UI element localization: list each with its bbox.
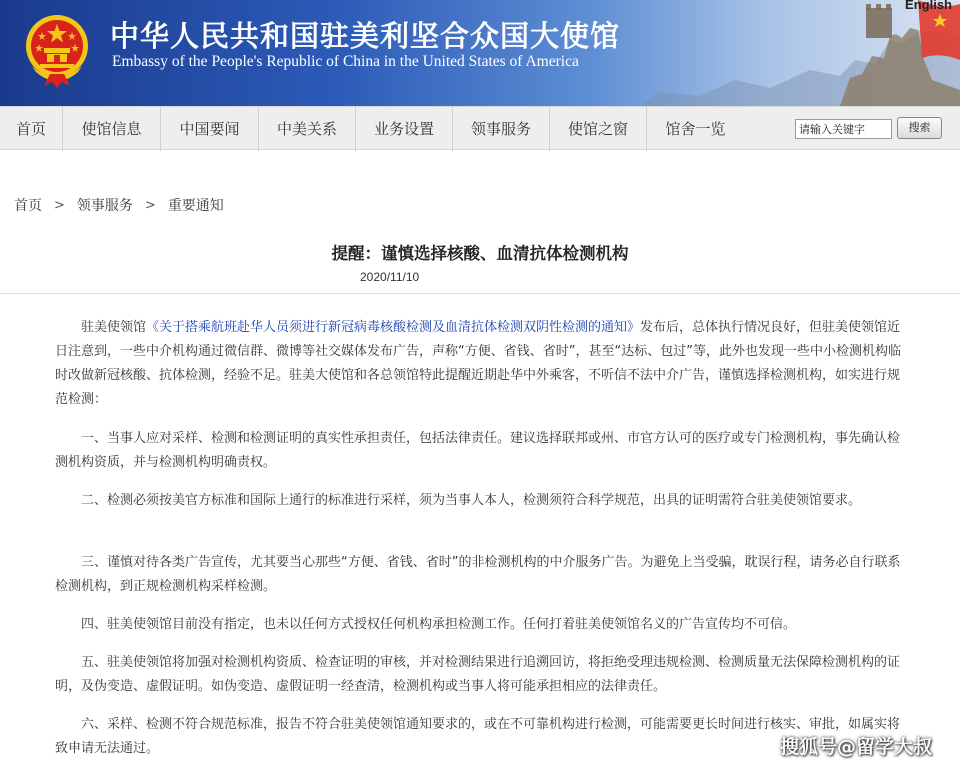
breadcrumb-consular-services[interactable]: 领事服务 (76, 198, 133, 214)
breadcrumb-home[interactable]: 首页 (14, 198, 42, 214)
article-date: 2020/11/10 (360, 270, 420, 284)
article-title: 提醒：谨慎选择核酸、血清抗体检测机构 (331, 244, 629, 263)
chevron-right-icon: > (144, 197, 156, 213)
article-paragraph-intro (55, 316, 910, 412)
great-wall-image (640, 0, 960, 106)
breadcrumb-important-notice[interactable]: 重要通知 (167, 198, 224, 214)
nav-item-premises[interactable]: 馆舍一览 (665, 120, 726, 138)
divider (0, 293, 960, 294)
nav-item-embassy-window[interactable]: 使馆之窗 (550, 107, 647, 151)
article-paragraph-3: 三、谨慎对待各类广告宣传，尤其要当心那些“方便、省钱、省时”的非检测机构的中介服务广告。为避免上当受骗，耽误行程，请务必自行联系检测机构，到正规检测机构采样检测。 (55, 555, 901, 594)
article-paragraph-5: 五、驻美使领馆将加强对检测机构资质、检查证明的审核，并对检测结果进行追溯回访，将拒绝受理违规检测、检测质量无法保障检测机构的证明，及伪变造、虚假证明。如伪变造、虚假证明一经查清，检测机构或当事人将可能承担相应的法律责任。 (55, 655, 901, 694)
embassy-title-zh: 中华人民共和国驻美利坚合众国大使馆 (110, 19, 621, 53)
notice-link[interactable]: 《关于搭乘航班赴华人员须进行新冠病毒核酸检测及血清抗体检测双阴性检测的通知》 (146, 320, 641, 335)
search-input[interactable] (795, 119, 892, 139)
embassy-title-en: Embassy of the People's Republic of China in the United States of America (112, 53, 579, 70)
nav-item-services[interactable]: 业务设置 (356, 107, 453, 151)
nav-item-home[interactable]: 首页 (0, 107, 63, 151)
breadcrumb (14, 195, 224, 215)
search-button[interactable]: 搜索 (897, 117, 942, 139)
nav-item-consular-services[interactable]: 领事服务 (453, 107, 550, 151)
nav-item-china-us-relations[interactable]: 中美关系 (259, 107, 356, 151)
article-paragraph-6: 六、采样、检测不符合规范标准，报告不符合驻美使领馆通知要求的，或在不可靠机构进行检测，可能需要更长时间进行核实、审批，如属实将致申请无法通过。 (55, 717, 901, 756)
nav-menu (0, 107, 744, 151)
article-paragraph-2: 二、检测必须按美官方标准和国际上通行的标准进行采样，须为当事人本人，检测须符合科学规范，出具的证明需符合驻美使领馆要求。 (81, 493, 862, 508)
watermark: 搜狐号@留学大叔 (780, 736, 933, 758)
article-paragraph-4: 四、驻美使领馆目前没有指定，也未以任何方式授权任何机构承担检测工作。任何打着驻美使领馆名义的广告宣传均不可信。 (81, 617, 797, 632)
header-banner (0, 0, 960, 106)
article-paragraph-1: 一、当事人应对采样、检测和检测证明的真实性承担责任，包括法律责任。建议选择联邦或州、市官方认可的医疗或专门检测机构，事先确认检测机构资质，并与检测机构明确责权。 (55, 431, 901, 470)
english-language-link[interactable]: English (905, 0, 952, 12)
main-navigation (0, 106, 960, 150)
chevron-right-icon: > (54, 197, 65, 213)
national-emblem-icon (22, 8, 92, 90)
intro-text: 驻美使领馆 (81, 320, 147, 335)
nav-item-embassy-info[interactable]: 使馆信息 (63, 107, 161, 151)
nav-item-china-news[interactable]: 中国要闻 (161, 107, 259, 151)
intro-text-continued: 发布后，总体执行情况良好，但驻美使领馆近日注意到，一些中介机构通过微信群、微博等社交媒体发布广告，声称“方便、省钱、省时”，甚至“达标、包过”等，此外也发现一些中小检测机构临时改做新冠核酸、抗体检测，经验不足。驻美大使馆和各总领馆特此提醒近期赴华中外乘客，不听信不法中介广告，谨慎选择检测机构，如实进行规范检测： (55, 320, 901, 407)
